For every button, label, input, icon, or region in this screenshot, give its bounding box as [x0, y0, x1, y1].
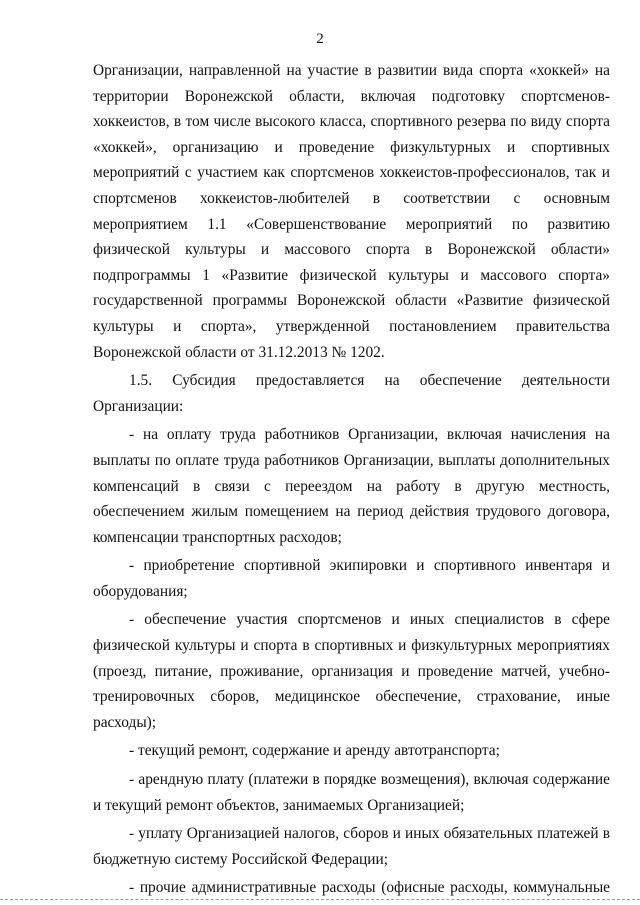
- page-number: 2: [316, 31, 324, 47]
- list-item-equipment-purchase: - приобретение спортивной экипировки и спортивного инвентаря и оборудования;: [93, 557, 610, 600]
- paragraph-subsidy-purpose: 1.5. Субсидия предоставляется на обеспечение деятельности Организации:: [93, 372, 610, 415]
- list-item-vehicle-maintenance: - текущий ремонт, содержание и аренду автотранспорта;: [129, 742, 500, 760]
- list-item-rent-payment: - арендную плату (платежи в порядке возмещения), включая содержание и текущий ремонт объектов, занимаемых Организацией;: [93, 771, 610, 814]
- paragraph-hockey-organization: Организации, направленной на участие в развитии вида спорта «хоккей» на территории Воронежской области, включая подготовку спортсменов-хоккеистов, в том числе высокого класса, спортивного резерва по виду спорта «хоккей», организацию и проведение физкультурных и спортивных мероприятий с участием как спортсменов хоккеистов-профессионалов, так и спортсменов хоккеистов-любителей в соответствии с основным мероприятием 1.1 «Совершенствование мероприятий по развитию физической культуры и массового спорта в Воронежской области» подпрограммы 1 «Развитие физической культуры и массового спорта» государственной программы Воронежской области «Развитие физической культуры и спорта», утвержденной постановлением правительства Воронежской области от 31.12.2013 № 1202.: [93, 62, 610, 361]
- document-body: [93, 58, 610, 901]
- list-item-administrative-expenses: - прочие административные расходы (офисные расходы, коммунальные: [129, 879, 610, 897]
- list-item-labor-payment: - на оплату труда работников Организации, включая начисления на выплаты по оплате труда работников Организации, выплаты дополнительных компенсаций в связи с переездом на работу в другую местность, обеспечением жилым помещением на период действия трудового договора, компенсации транспортных расходов;: [93, 426, 610, 546]
- list-item-event-participation: - обеспечение участия спортсменов и иных специалистов в сфере физической культуры и спорта в спортивных и физкультурных мероприятиях (проезд, питание, проживание, организация и проведение матчей, учебно-тренировочных сборов, медицинское обеспечение, страхование, иные расходы);: [93, 611, 610, 731]
- page-bottom-rule: [0, 899, 640, 900]
- list-item-taxes-payment: - уплату Организацией налогов, сборов и иных обязательных платежей в бюджетную систему Российской Федерации;: [93, 825, 610, 868]
